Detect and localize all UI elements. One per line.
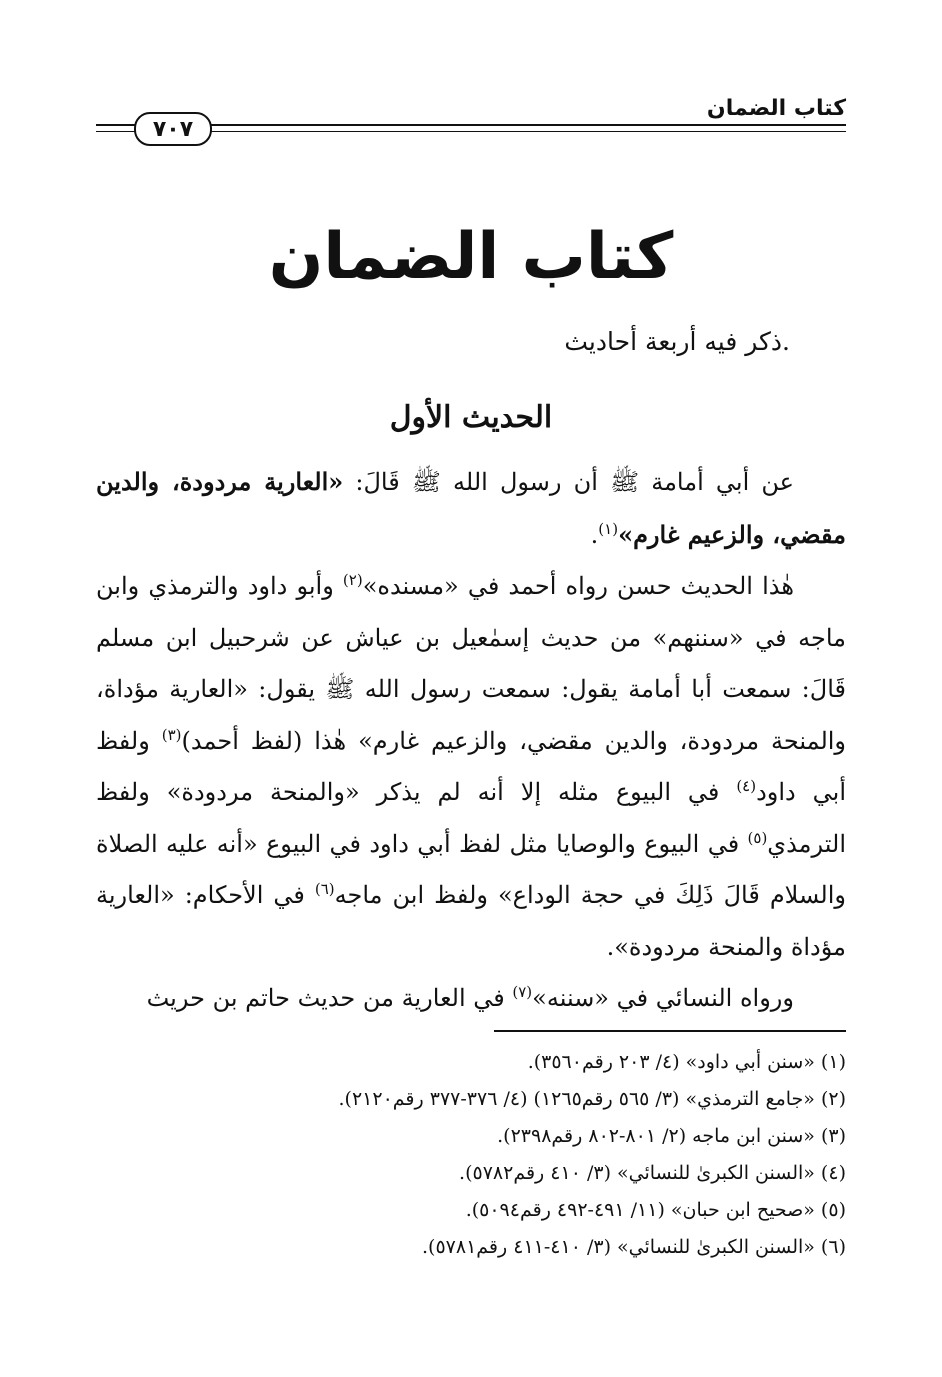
- paragraph-3: [96, 973, 846, 1025]
- footnotes: [96, 1044, 846, 1266]
- footnote-ref-6[interactable]: (٦): [314, 880, 335, 898]
- footnote-ref-7[interactable]: (٧): [512, 983, 533, 1001]
- footnote-4: (٤) «السنن الكبرىٰ للنسائي» (٣/ ٤١٠ رقم٥٧٨٢).: [459, 1162, 846, 1184]
- para2-text-6: في الأحكام: «العارية مؤداة والمنحة مردودة».: [96, 881, 846, 961]
- page-number-badge: ٧٠٧: [134, 112, 212, 146]
- paragraph-1: [96, 456, 846, 561]
- para2-text-5: في البيوع والوصايا مثل لفظ أبي داود في البيوع «أنه عليه الصلاة والسلام قَالَ ذَلِكَ في حجة الوداع» ولفظ ابن ماجه: [96, 829, 846, 909]
- footnote-ref-1[interactable]: (١): [598, 519, 619, 538]
- para2-text-4: في البيوع مثله إلا أنه لم يذكر «والمنحة مردودة» ولفظ الترمذي: [96, 778, 846, 858]
- para1-lead: عن أبي أمامة ﷺ أن رسول الله ﷺ قَالَ:: [343, 468, 795, 496]
- footnote-separator: [494, 1030, 846, 1032]
- footnote-6: (٦) «السنن الكبرىٰ للنسائي» (٣/ ٤١٠-٤١١ رقم٥٧٨١).: [422, 1236, 846, 1258]
- para1-end: .: [590, 520, 599, 549]
- footnote-ref-3[interactable]: (٣): [161, 725, 182, 744]
- book-title: كتاب الضمان: [268, 220, 674, 294]
- footnote-ref-4[interactable]: (٤): [736, 777, 757, 795]
- paragraph-2: [96, 561, 846, 973]
- section-title: الحديث الأول: [389, 400, 553, 435]
- footnote-ref-2[interactable]: (٢): [342, 571, 363, 589]
- para3-text-1: ورواه النسائي في «سننه»: [532, 984, 794, 1012]
- running-title: كتاب الضمان: [706, 96, 846, 121]
- para2-text-2: وأبو داود والترمذي وابن ماجه في «سننهم» من حديث إسمٰعيل بن عياش عن شرحبيل ابن مسلم قَالَ: سمعت أبا أمامة يقول: سمعت رسول الله ﷺ يقول: «العارية مؤداة، والمنحة مردودة، والدين مقضي، والزعيم غارم» هٰذا (لفظ أحمد): [96, 572, 847, 755]
- footnote-3: (٣) «سنن ابن ماجه (٢/ ٨٠١-٨٠٢ رقم٢٣٩٨).: [497, 1125, 846, 1147]
- footnote-2: (٢) «جامع الترمذي» (٣/ ٥٦٥ رقم١٢٦٥) (٤/ ٣٧٦-٣٧٧ رقم٢١٢٠).: [338, 1088, 846, 1110]
- intro-line: ذكر فيه أربعة أحاديث.: [564, 327, 790, 356]
- footnote-ref-5[interactable]: (٥): [747, 828, 768, 847]
- footnote-1: (١) «سنن أبي داود» (٤/ ٢٠٣ رقم٣٥٦٠).: [527, 1051, 846, 1073]
- para3-text-2: في العارية من حديث حاتم بن حريث: [146, 984, 513, 1012]
- para1-quote: «العارية مردودة، والدين مقضي، والزعيم غارم»: [96, 467, 846, 549]
- body-text: [96, 456, 846, 1025]
- para2-text-3: ولفظ أبي داود: [96, 726, 846, 806]
- para2-text-1: هٰذا الحديث حسن رواه أحمد في «مسنده»: [362, 572, 795, 600]
- footnote-5: (٥) «صحيح ابن حبان» (١١/ ٤٩١-٤٩٢ رقم٥٠٩٤).: [465, 1199, 846, 1221]
